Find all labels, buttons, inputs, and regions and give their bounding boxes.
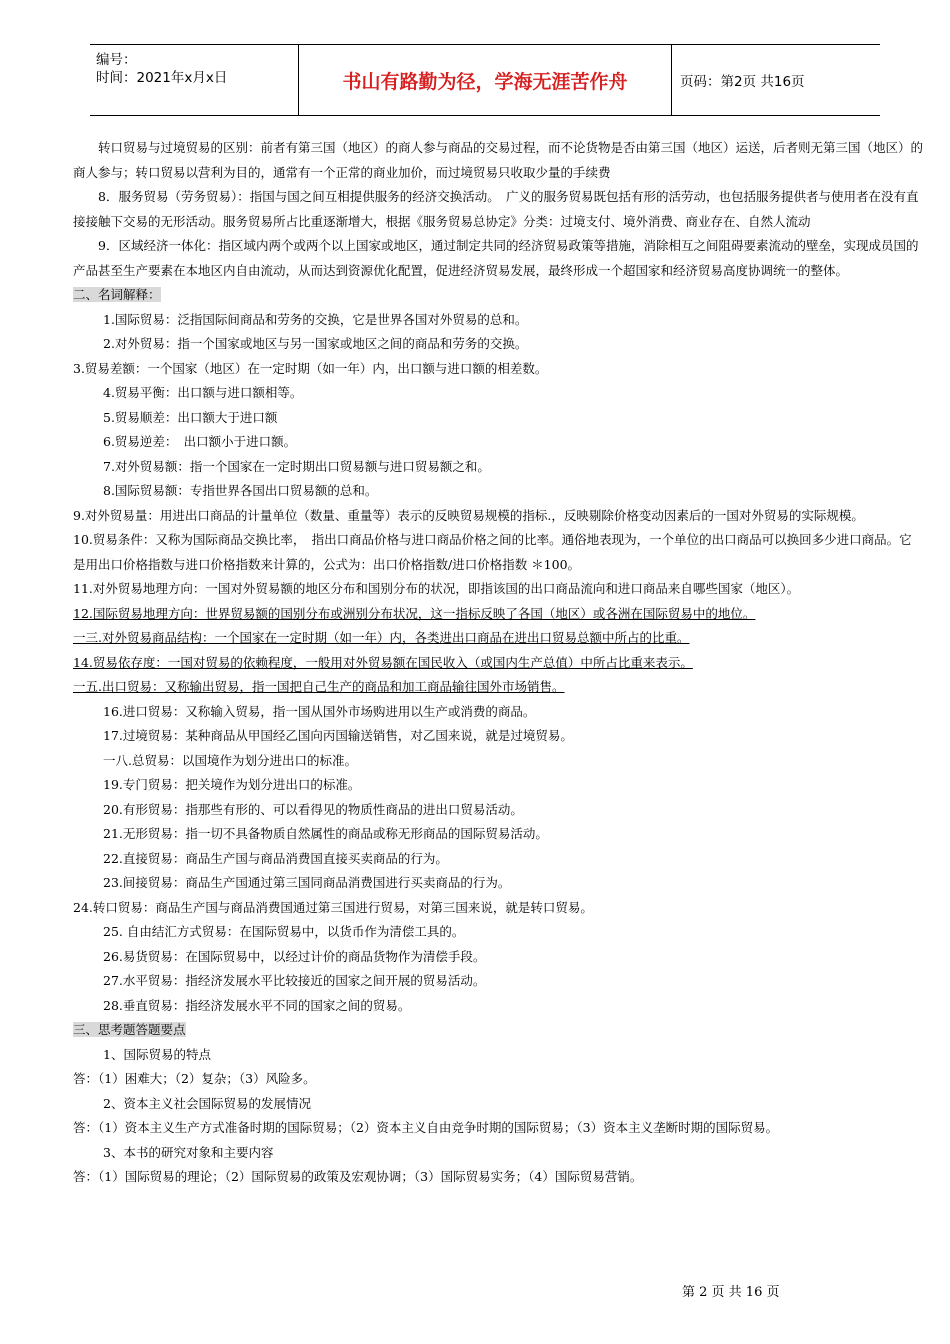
section-3-title: 三、思考题答题要点 — [73, 1022, 186, 1037]
header-page-label: 页码：第2页 共16页 — [680, 74, 805, 90]
term-item: 24.转口贸易：商品生产国与商品消费国通过第三国进行贸易，对第三国来说，就是转口贸易。 — [73, 899, 593, 915]
term-item: 23.间接贸易：商品生产国通过第三国同商品消费国进行买卖商品的行为。 — [103, 875, 511, 890]
paragraph: 9．区域经济一体化：指区域内两个或两个以上国家或地区，通过制定共同的经济贸易政策等措施，消除相互之间阻碍要素流动的壁垒，实现成员国的产品甚至生产要素在本地区内自由流动，从而达到资源优化配置，促进经济贸易发展，最终形成一个超国家和经济贸易高度协调统一的整体。 — [73, 238, 919, 278]
paragraph: 8．服务贸易（劳务贸易）：指国与国之间互相提供服务的经济交换活动。 广义的服务贸易既包括有形的活劳动，也包括服务提供者与使用者在没有直接接触下交易的无形活动。服务贸易所占比重逐渐增大，根据《服务贸易总协定》分类：过境支付、境外消费、商业存在、自然人流动 — [73, 189, 919, 229]
term-item: 9.对外贸易量：用进出口商品的计量单位（数量、重量等）表示的反映贸易规模的指标.，反映剔除价格变动因素后的一国对外贸易的实际规模。 — [73, 507, 864, 523]
term-item: 22.直接贸易：商品生产国与商品消费国直接买卖商品的行为。 — [103, 850, 448, 866]
term-item: 1.国际贸易：泛指国际间商品和劳务的交换，它是世界各国对外贸易的总和。 — [103, 311, 528, 327]
term-item: 12.国际贸易地理方向：世界贸易额的国别分布或洲别分布状况，这一指标反映了各国（地区）或各洲在国际贸易中的地位。 — [73, 605, 756, 621]
term-item: 10.贸易条件：又称为国际商品交换比率， 指出口商品价格与进口商品价格之间的比率。通俗地表现为，一个单位的出口商品可以换回多少进口商品。它是用出口价格指数与进口价格指数来计算的，公式为：出口价格指数/进口价格指数 ＊100。 — [73, 532, 912, 572]
term-item: 6.贸易逆差： 出口额小于进口额。 — [103, 434, 297, 449]
term-item: 25. 自由结汇方式贸易：在国际贸易中，以货币作为清偿工具的。 — [103, 924, 465, 939]
term-item: 一八.总贸易：以国境作为划分进出口的标准。 — [103, 752, 357, 768]
answer: 答：（1）国际贸易的理论；（2）国际贸易的政策及宏观协调；（3）国际贸易实务；（4）国际贸易营销。 — [73, 1169, 643, 1184]
header-motto: 书山有路勤为径，学海无涯苦作舟 — [299, 45, 672, 115]
term-item: 4.贸易平衡：出口额与进口额相等。 — [103, 385, 303, 400]
question: 2、资本主义社会国际贸易的发展情况 — [103, 1095, 311, 1111]
term-item: 3.贸易差额：一个国家（地区）在一定时期（如一年）内，出口额与进口额的相差数。 — [73, 360, 548, 376]
term-item: 14.贸易依存度：一国对贸易的依赖程度，一般用对外贸易额在国民收入（或国内生产总值）中所占比重来表示。 — [73, 654, 693, 670]
section-3-heading — [73, 1018, 923, 1043]
term-item: 5.贸易顺差：出口额大于进口额 — [103, 409, 278, 425]
question: 1、国际贸易的特点 — [103, 1046, 211, 1062]
term-item: 7.对外贸易额：指一个国家在一定时期出口贸易额与进口贸易额之和。 — [103, 458, 490, 474]
term-item: 11.对外贸易地理方向：一国对外贸易额的地区分布和国别分布的状况，即指该国的出口商品流向和进口商品来自哪些国家（地区）。 — [73, 581, 800, 596]
document-body — [73, 136, 923, 1190]
term-item: 一五.出口贸易：又称输出贸易，指一国把自己生产的商品和加工商品输往国外市场销售。 — [73, 679, 565, 694]
term-item: 21.无形贸易：指一切不具备物质自然属性的商品或称无形商品的国际贸易活动。 — [103, 826, 548, 841]
page-header — [90, 44, 880, 116]
term-item: 20.有形贸易：指那些有形的、可以看得见的物质性商品的进出口贸易活动。 — [103, 801, 523, 817]
header-meta — [90, 45, 299, 115]
term-item: 8.国际贸易额：专指世界各国出口贸易额的总和。 — [103, 483, 378, 498]
term-item: 27.水平贸易：指经济发展水平比较接近的国家之间开展的贸易活动。 — [103, 973, 486, 988]
term-item: 16.进口贸易：又称输入贸易，指一国从国外市场购进用以生产或消费的商品。 — [103, 703, 536, 719]
term-item: 28.垂直贸易：指经济发展水平不同的国家之间的贸易。 — [103, 997, 411, 1013]
question: 3、本书的研究对象和主要内容 — [103, 1144, 274, 1160]
term-item: 17.过境贸易：某种商品从甲国经乙国向丙国输送销售，对乙国来说，就是过境贸易。 — [103, 728, 573, 743]
id-label: 编号： — [96, 52, 137, 68]
answer: 答：（1）资本主义生产方式准备时期的国际贸易；（2）资本主义自由竞争时期的国际贸易；（3）资本主义垄断时期的国际贸易。 — [73, 1120, 779, 1135]
term-item: 2.对外贸易：指一个国家或地区与另一国家或地区之间的商品和劳务的交换。 — [103, 336, 528, 351]
term-item: 26.易货贸易：在国际贸易中，以经过计价的商品货物作为清偿手段。 — [103, 948, 486, 964]
page-footer: 第 2 页 共 16 页 — [682, 1285, 780, 1300]
time-label: 时间：2021年x月x日 — [96, 70, 228, 86]
term-item: 一三.对外贸易商品结构：一个国家在一定时期（如一年）内，各类进出口商品在进出口贸易总额中所占的比重。 — [73, 630, 690, 645]
answer: 答：（1）困难大；（2）复杂；（3）风险多。 — [73, 1071, 316, 1086]
section-2-title: 二、名词解释： — [73, 287, 161, 302]
section-2-heading — [73, 283, 923, 308]
term-item: 19.专门贸易：把关境作为划分进出口的标准。 — [103, 777, 361, 792]
paragraph: 转口贸易与过境贸易的区别：前者有第三国（地区）的商人参与商品的交易过程，而不论货物是否由第三国（地区）运送，后者则无第三国（地区）的商人参与；转口贸易以营利为目的，通常有一个正常的商业加价，而过境贸易只收取少量的手续费 — [73, 140, 924, 180]
